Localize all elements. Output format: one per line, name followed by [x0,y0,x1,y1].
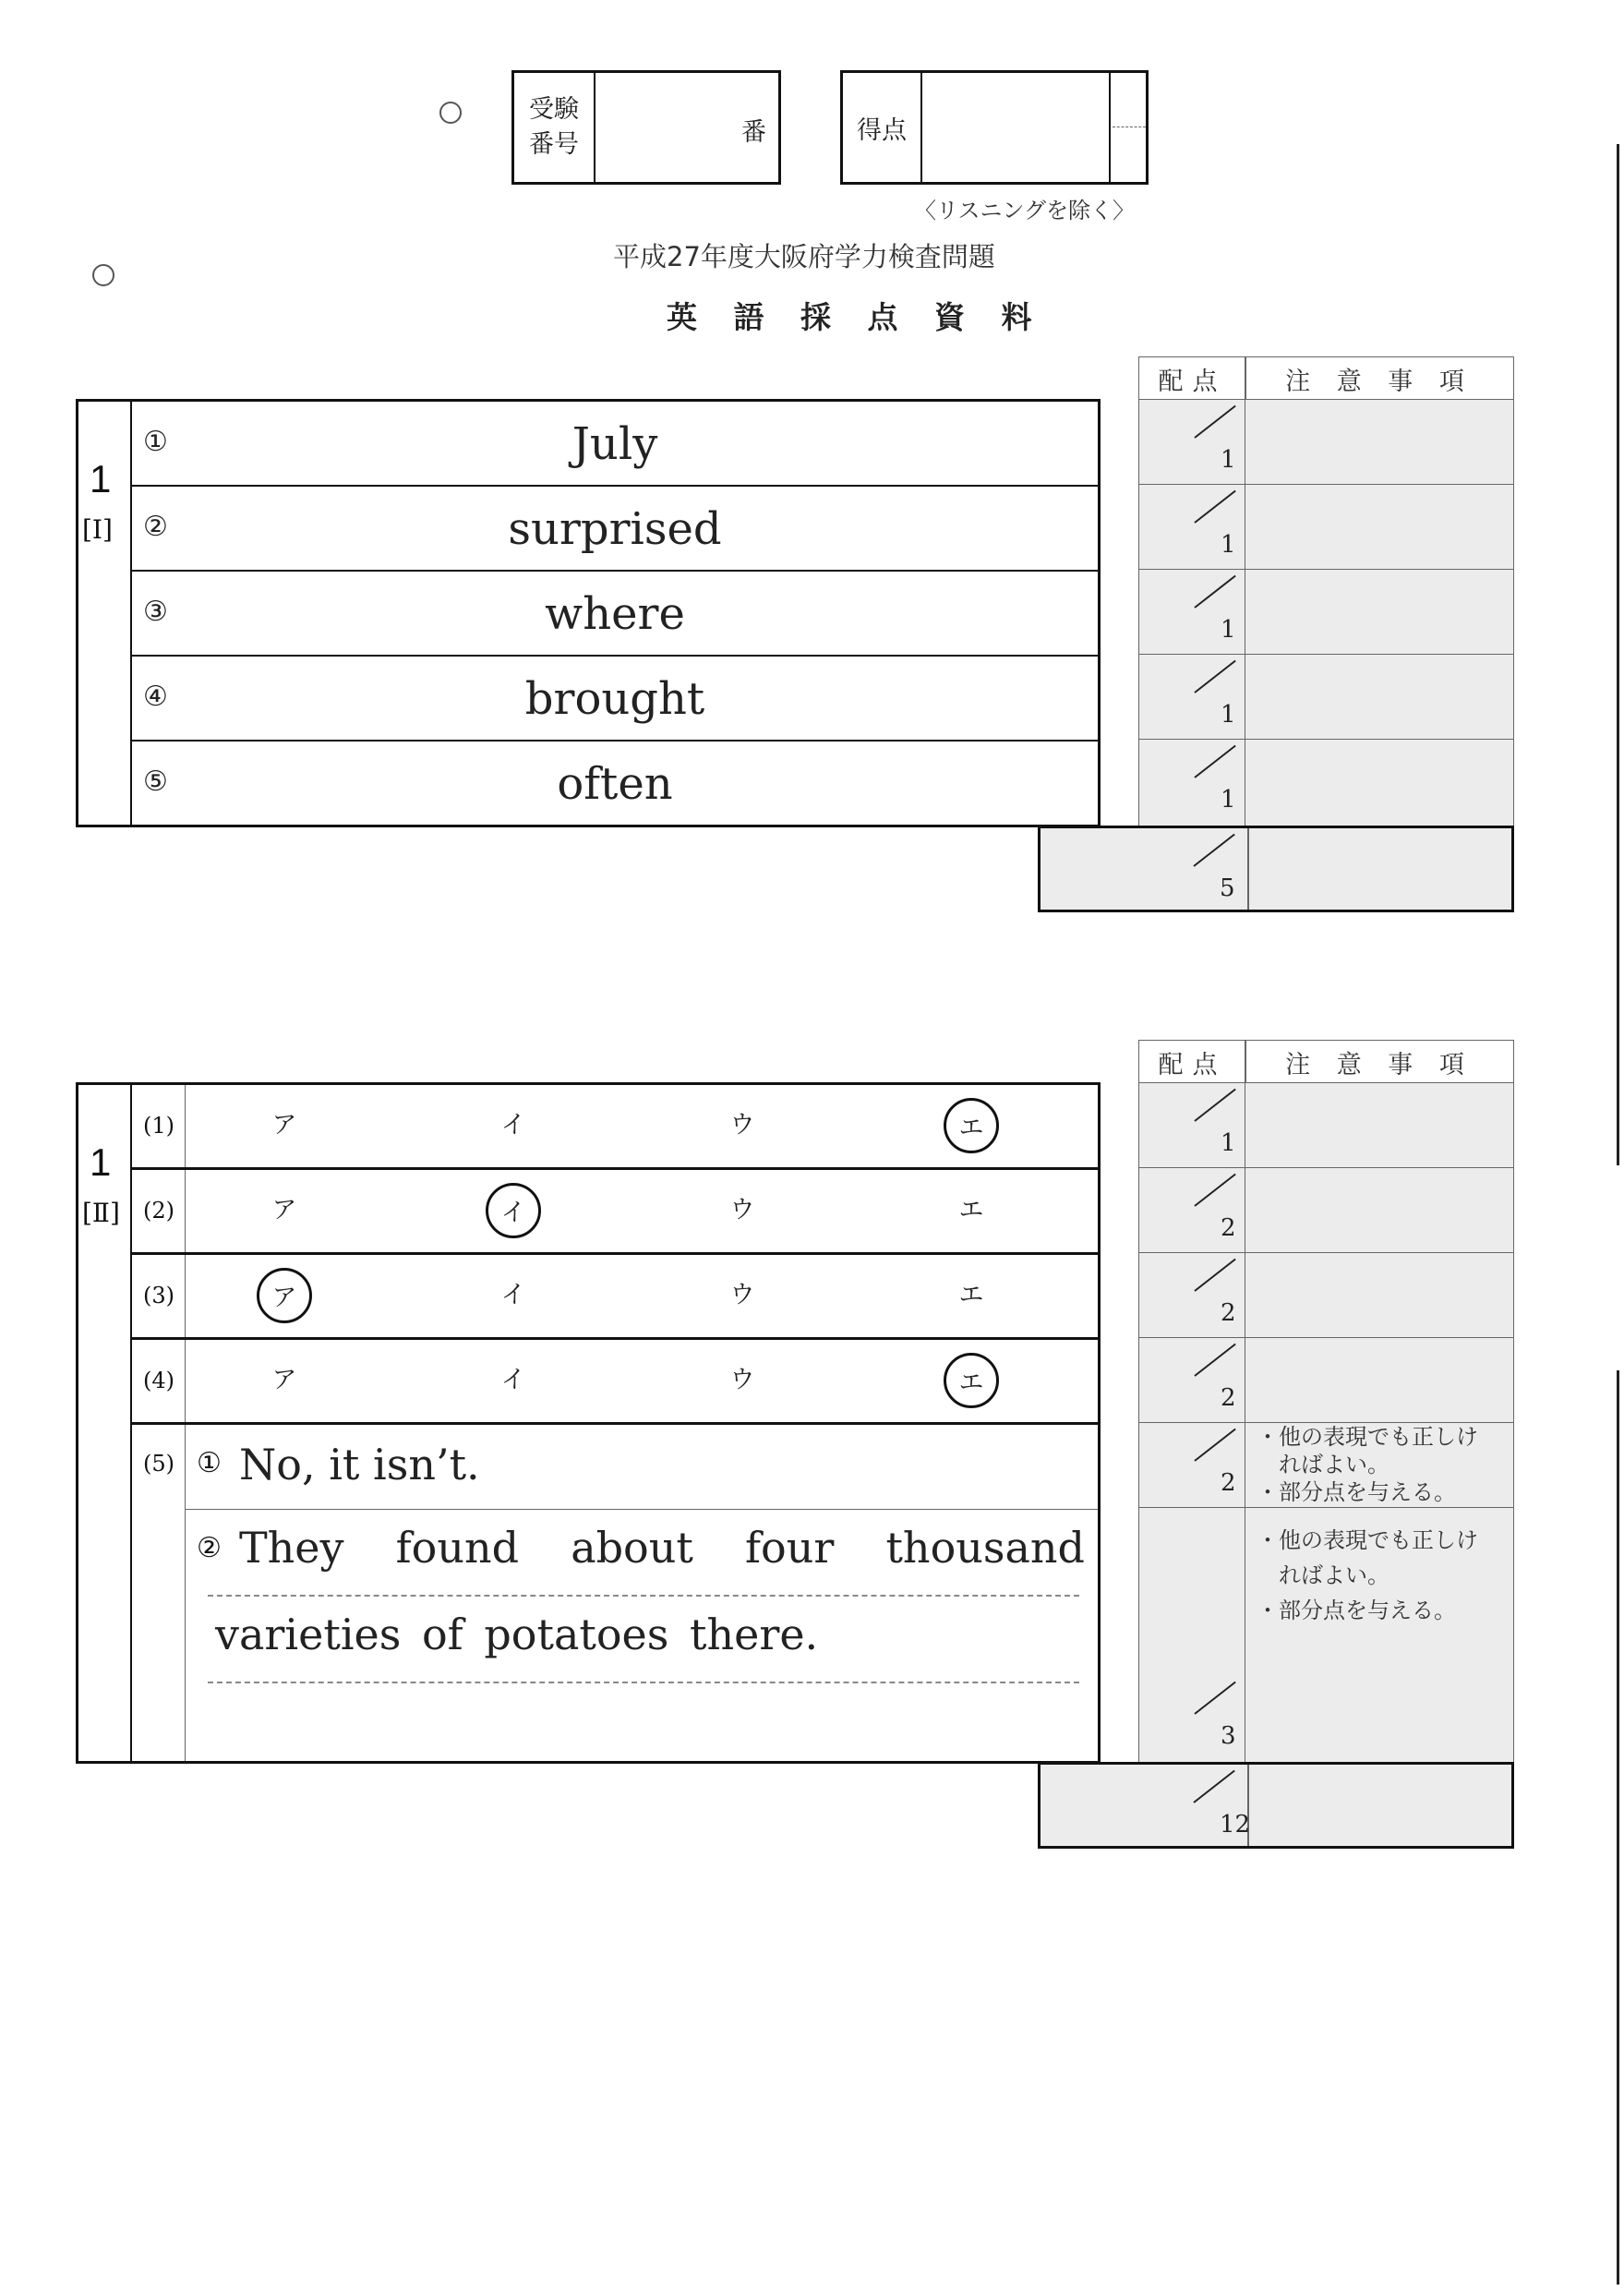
section2-number: 1 [90,1140,112,1184]
s1-q2-number: ② [143,511,168,543]
s2-q2-choice-u: ウ [729,1196,755,1224]
s2-q5-part2 [186,1510,1098,1761]
section1-number: 1 [90,457,112,500]
s2-q2-points: 2 [1138,1167,1246,1254]
s2-q1-choice-u: ウ [729,1111,755,1139]
s1-q5-notes [1245,739,1514,827]
page-title: 英 語 採 点 資 料 [667,299,1045,335]
s2-q3-number: (3) [143,1283,174,1308]
s2-q5-a2-points: 3 [1138,1507,1246,1764]
s2-q2-number: (2) [143,1198,174,1224]
s2-row-5 [132,1425,1098,1761]
s2-q5-a1-notes [1245,1422,1514,1509]
s1-total-box [1038,826,1514,912]
s2-q5-part1 [186,1425,1098,1510]
binder-hole-left [92,264,114,286]
s1-q1-number: ① [143,426,168,458]
notes-header: 注 意 事 項 [1245,356,1514,401]
s2-q1-number: (1) [143,1113,174,1139]
exam-number-box [511,70,781,185]
s2-q1-choice-e: エ [944,1098,999,1153]
s1-row-5 [132,742,1098,825]
section2-answer-table [76,1082,1101,1764]
s1-row-1 [132,402,1098,487]
section2-part: [Ⅱ] [82,1198,120,1228]
points-header: 配点 [1138,356,1246,401]
s2-q5-a2-number: ② [197,1532,222,1564]
s1-q2-answer: surprised [508,503,722,555]
exam-number-label-2: 番号 [529,130,579,159]
listening-note: 〈リスニングを除く〉 [914,198,1136,223]
s1-q4-number: ④ [143,681,168,713]
notes-header-2: 注 意 事 項 [1245,1040,1514,1084]
s1-q5-answer: often [557,758,673,810]
binder-hole-top [439,102,462,124]
s2-q5-a2-note-2: ればよい。 [1257,1562,1389,1588]
s1-total-points: 5 [1041,828,1249,910]
s1-q2-notes [1245,484,1514,571]
s2-q4-choice-a: ア [271,1366,297,1394]
s2-q2-choice-a: ア [271,1196,297,1224]
s2-q5-a2-guide1 [208,1595,1079,1597]
s2-total-box [1038,1762,1514,1849]
right-edge-line-top [1617,144,1619,1165]
s1-q3-answer: where [545,588,685,640]
s1-q5-points: 1 [1138,739,1246,827]
s2-q3-notes [1245,1252,1514,1339]
s1-q4-points: 1 [1138,654,1246,741]
score-label: 得点 [843,73,922,182]
s1-q3-notes [1245,569,1514,656]
s2-q2-choice-e: エ [958,1196,984,1224]
exam-number-label-1: 受験 [529,95,579,124]
s1-q3-number: ③ [143,596,168,628]
section1-part: [Ⅰ] [82,514,113,545]
s2-row-4 [132,1340,1098,1425]
s1-q5-number: ⑤ [143,766,168,798]
score-box [840,70,1149,185]
s2-q2-notes [1245,1167,1514,1254]
s2-q3-choice-a: ア [257,1268,312,1323]
s2-q5-a2-notes [1245,1507,1514,1764]
s1-q4-answer: brought [524,673,705,725]
s2-q1-points: 1 [1138,1082,1246,1169]
points-header-2: 配点 [1138,1040,1246,1084]
score-sub-field [1109,73,1146,182]
s2-q3-points: 2 [1138,1252,1246,1339]
s2-q3-choice-e: エ [958,1281,984,1309]
s2-q4-number: (4) [143,1368,174,1393]
exam-number-suffix: 番 [741,118,766,147]
s2-q1-choice-a: ア [271,1111,297,1139]
s1-q1-answer: July [571,418,658,470]
s2-q5-number: (5) [143,1451,174,1477]
s2-q5-a2-line2: varieties of potatoes there. [215,1610,819,1659]
score-field[interactable] [922,73,1107,182]
s1-row-4 [132,657,1098,742]
s1-q2-points: 1 [1138,484,1246,571]
s2-q3-choice-u: ウ [729,1281,755,1309]
s2-row-3 [132,1255,1098,1340]
s2-q5-a2-note-3: ・部分点を与える。 [1257,1598,1456,1623]
s2-q4-choice-u: ウ [729,1366,755,1394]
s2-q5-a2-guide2 [208,1682,1079,1683]
s2-q1-notes [1245,1082,1514,1169]
s2-row-2 [132,1170,1098,1255]
s1-q1-points: 1 [1138,399,1246,486]
s2-q4-choice-e: エ [944,1353,999,1408]
s2-q5-a1-number: ① [197,1447,222,1479]
s1-q4-notes [1245,654,1514,741]
s1-q1-notes [1245,399,1514,486]
s2-q5-a2-note-1: ・他の表現でも正しけ [1257,1527,1478,1553]
s2-q5-a1-answer: No, it isn’t. [239,1440,480,1489]
s2-q4-choice-i: イ [500,1366,526,1394]
exam-subtitle: 平成27年度大阪府学力検査問題 [613,241,995,272]
section1-answer-table [76,399,1101,827]
s1-row-2 [132,487,1098,572]
s2-q5-a1-note-2: ればよい。 [1257,1452,1389,1477]
s2-q3-choice-i: イ [500,1281,526,1309]
right-edge-line-bottom [1617,1370,1619,2285]
s1-row-3 [132,572,1098,657]
s2-q4-points: 2 [1138,1337,1246,1424]
s2-total-points: 12 [1041,1765,1249,1846]
s2-q4-notes [1245,1337,1514,1424]
s2-q2-choice-i: イ [486,1183,541,1238]
s2-q5-a2-line1: They found about four thousand [239,1523,1085,1573]
s2-q5-a1-note-3: ・部分点を与える。 [1257,1479,1456,1505]
s2-q5-a1-note-1: ・他の表現でも正しけ [1257,1424,1478,1450]
s2-q5-a1-points: 2 [1138,1422,1246,1509]
s1-q3-points: 1 [1138,569,1246,656]
s2-row-1 [132,1085,1098,1170]
s2-q1-choice-i: イ [500,1111,526,1139]
